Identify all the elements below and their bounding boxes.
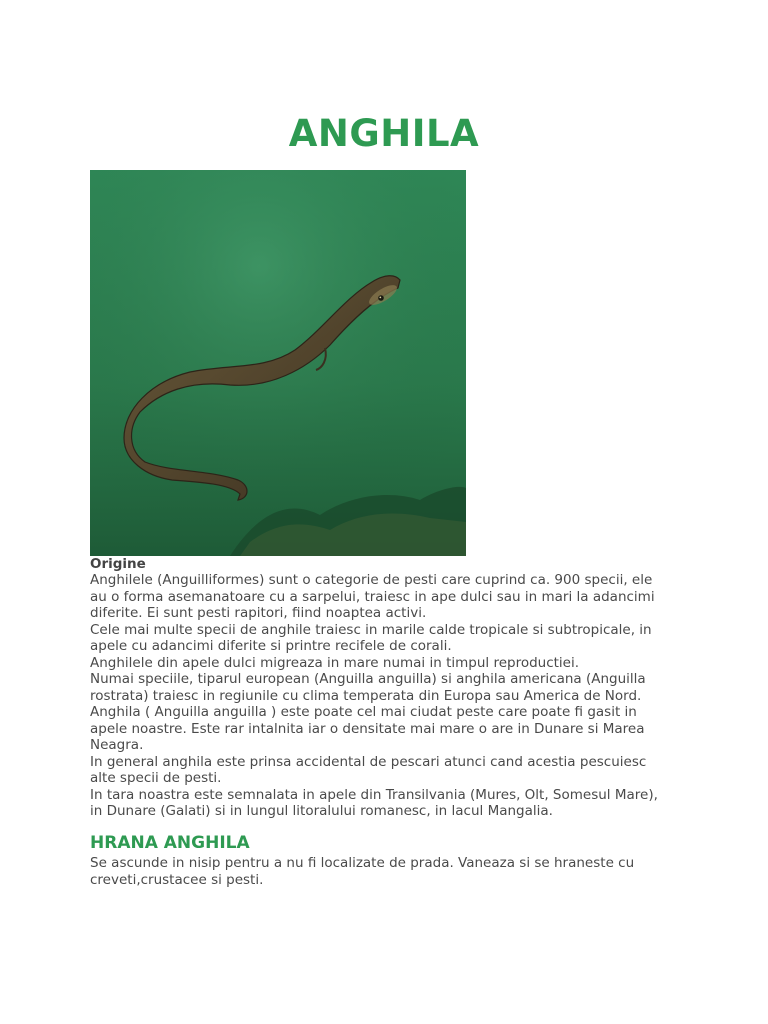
- paragraph-line: alte specii de pesti.: [90, 770, 222, 786]
- paragraph-line: creveti,crustacee si pesti.: [90, 871, 264, 888]
- paragraph-line: Cele mai multe specii de anghile traiesc in marile calde tropicale si subtropicale, in: [90, 621, 652, 638]
- section-hrana-text: [90, 855, 690, 888]
- section-origine-text: [90, 572, 690, 820]
- paragraph-line: Se ascunde in nisip pentru a nu fi localizate de prada. Vaneaza si se hraneste cu: [90, 855, 635, 871]
- paragraph-line: Anghila ( Anguilla anguilla ) este poate cel mai ciudat peste care poate fi gasit in: [90, 704, 637, 720]
- paragraph-line: Neagra.: [90, 737, 144, 753]
- document-title: ANGHILA: [288, 112, 480, 155]
- paragraph-line: apele cu adancimi diferite si printre recifele de corali.: [90, 638, 452, 654]
- section-origine-label: Origine: [90, 556, 146, 572]
- eel-photo: [90, 170, 466, 556]
- paragraph-line: In general anghila este prinsa accidental de pescari atunci cand acestia pescuiesc: [90, 753, 647, 770]
- paragraph-line: rostrata) traiesc in regiunile cu clima temperata din Europa sau America de Nord.: [90, 687, 642, 704]
- paragraph-line: Anghilele din apele dulci migreaza in mare numai in timpul reproductiei.: [90, 654, 580, 671]
- paragraph-line: diferite. Ei sunt pesti rapitori, fiind noaptea activi.: [90, 605, 427, 621]
- paragraph-line: In tara noastra este semnalata in apele din Transilvania (Mures, Olt, Somesul Mare),: [90, 786, 658, 803]
- paragraph-line: in Dunare (Galati) si in lungul litoralului romanesc, in lacul Mangalia.: [90, 803, 553, 819]
- paragraph-line: apele noastre. Este rar intalnita iar o densitate mai mare o are in Dunare si Marea: [90, 720, 645, 737]
- paragraph-line: Anghilele (Anguilliformes) sunt o categorie de pesti care cuprind ca. 900 specii, ele: [90, 572, 653, 588]
- paragraph-line: au o forma asemanatoare cu a sarpelui, traiesc in ape dulci sau in mari la adancimi: [90, 588, 655, 605]
- section-hrana-heading: HRANA ANGHILA: [90, 833, 250, 853]
- paragraph-line: Numai speciile, tiparul european (Anguilla anguilla) si anghila americana (Anguilla: [90, 671, 646, 687]
